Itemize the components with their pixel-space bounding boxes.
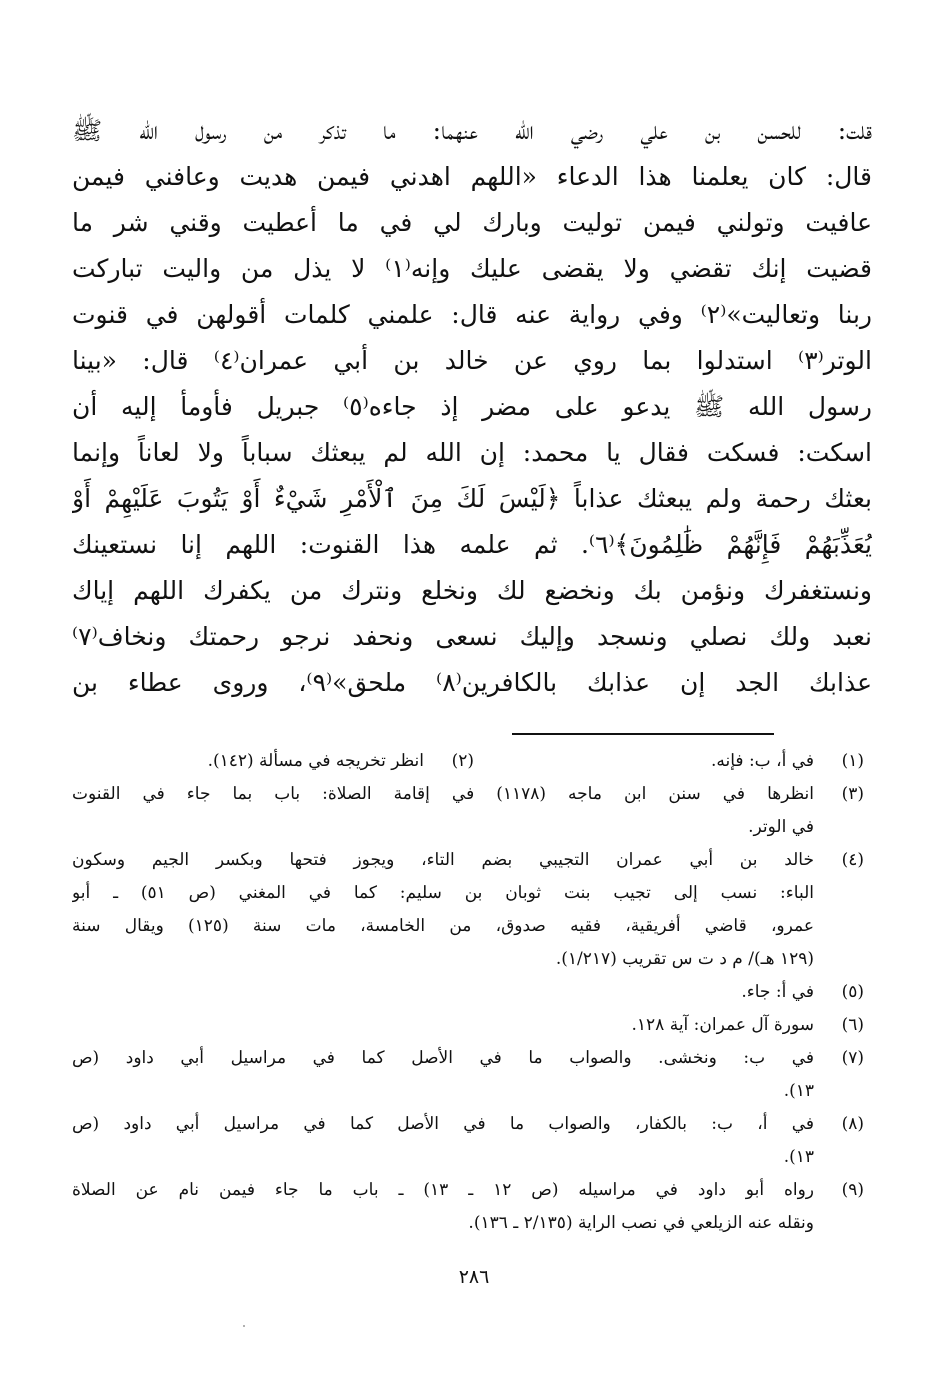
footnote-5: [72, 976, 872, 1009]
footnote-number: (٩): [841, 1180, 864, 1200]
footnote-number: (٨): [841, 1114, 864, 1134]
footnote-number: (٥): [841, 982, 864, 1002]
footnotes-block: [72, 745, 872, 1240]
footnote-number: (٦): [841, 1015, 864, 1035]
text-line: بعثك رحمة ولم يبعثك عذاباً ﴿لَيْسَ لَكَ مِنَ ٱلْأَمْرِ شَيْءٌ أَوْ يَتُوبَ عَلَيْهِمْ أَوْ: [72, 484, 872, 513]
footnote-line: الباء: نسب إلى تجيب بنت ثوبان بن سليم: كما في المغني (ص ٥١) ـ أبو: [72, 883, 814, 903]
text-line: قضيت إنك تقضي ولا يقضى عليك وإنه⁽١⁾ لا يذل من واليت تباركت: [72, 254, 872, 283]
text-line: قال: كان يعلمنا هذا الدعاء «اللهم اهدني فيمن هديت وعافني فيمن: [72, 162, 872, 191]
scan-speck: [243, 1325, 245, 1327]
footnote-3: [72, 778, 872, 844]
footnote-line: (١٢٩ هـ)/ م د ت س تقريب (١/٢١٧).: [555, 949, 814, 969]
text-line: يُعَذِّبَهُمْ فَإِنَّهُمْ ظَٰلِمُونَ﴾⁽٦⁾. ثم علمه هذا القنوت: اللهم إنا نستعينك: [72, 530, 872, 559]
footnote-4: [72, 844, 872, 976]
footnote-row-1-2: [72, 745, 872, 778]
footnote-line: انظرها في سنن ابن ماجه (١١٧٨) في إقامة الصلاة: باب بما جاء في القنوت: [72, 784, 814, 804]
text-line: نعبد ولك نصلي ونسجد وإليك نسعى ونحفد نرجو رحمتك ونخاف⁽٧⁾: [72, 622, 872, 651]
footnote-line: ١٣).: [783, 1081, 814, 1101]
text-line: ونستغفرك ونؤمن بك ونخضع لك ونخلع ونترك من يكفرك اللهم إياك: [72, 576, 872, 605]
footnote-line: ونقله عنه الزيلعي في نصب الراية (٢/١٣٥ ـ ١٣٦).: [468, 1213, 814, 1233]
footnote-text: في أ، ب: فإنه.: [710, 751, 814, 771]
footnote-line: في ب: ونخشى. والصواب ما في الأصل كما في مراسيل أبي داود (ص: [72, 1048, 814, 1068]
footnote-6: [72, 1009, 872, 1042]
text-line: قلت: للحسن بن علي رضي الله عنهما: ما تذكر من رسول الله ﷺ: [72, 116, 872, 145]
footnote-number: (٤): [841, 850, 864, 870]
page-number: ٢٨٦: [458, 1266, 490, 1288]
footnote-line: في أ: جاء.: [741, 982, 814, 1002]
main-text-block: [72, 108, 872, 706]
footnote-line: رواه أبو داود في مراسيله (ص ١٢ ـ ١٣) ـ باب ما جاء فيمن نام عن الصلاة: [72, 1180, 814, 1200]
text-line: اسكت: فسكت فقال يا محمد: إن الله لم يبعثك سباباً ولا لعاناً وإنما: [72, 438, 872, 467]
footnote-line: خالد بن أبي عمران التجيبي بضم التاء، ويجوز فتحها وبكسر الجيم وسكون: [72, 850, 814, 870]
text-line: ربنا وتعاليت»⁽٢⁾ وفي رواية عنه قال: علمني كلمات أقولهن في قنوت: [72, 300, 872, 329]
footnote-number: (٢): [451, 751, 474, 771]
footnote-line: ١٣).: [783, 1147, 814, 1167]
footnote-number: (٣): [841, 784, 864, 804]
footnote-divider: [512, 733, 774, 735]
footnote-number: (١): [841, 751, 864, 771]
footnote-number: (٧): [841, 1048, 864, 1068]
footnote-9: [72, 1174, 872, 1240]
footnote-1: [482, 745, 872, 778]
footnote-text: انظر تخريجه في مسألة (١٤٢).: [207, 751, 424, 771]
text-line: رسول الله ﷺ يدعو على مضر إذ جاءه⁽٥⁾ جبريل فأومأ إليه أن: [72, 392, 872, 421]
footnote-line: سورة آل عمران: آية ١٢٨.: [631, 1015, 814, 1035]
text-line: الوتر⁽٣⁾ استدلوا بما روي عن خالد بن أبي عمران⁽٤⁾ قال: «بينا: [72, 346, 872, 375]
footnote-2: [92, 745, 482, 778]
text-line: عذابك الجد إن عذابك بالكافرين⁽٨⁾ ملحق»⁽٩⁾، وروى عطاء بن: [72, 668, 872, 697]
text-line: عافيت وتولني فيمن توليت وبارك لي في ما أعطيت وقني شر ما: [72, 208, 872, 237]
footnote-8: [72, 1108, 872, 1174]
footnote-7: [72, 1042, 872, 1108]
footnote-line: في الوتر.: [748, 817, 814, 837]
footnote-line: عمرو، قاضي أفريقية، فقيه صدوق، من الخامسة، مات سنة (١٢٥) ويقال سنة: [72, 916, 814, 936]
footnote-line: في أ، ب: بالكفار، والصواب ما في الأصل كما في مراسيل أبي داود (ص: [72, 1114, 814, 1134]
